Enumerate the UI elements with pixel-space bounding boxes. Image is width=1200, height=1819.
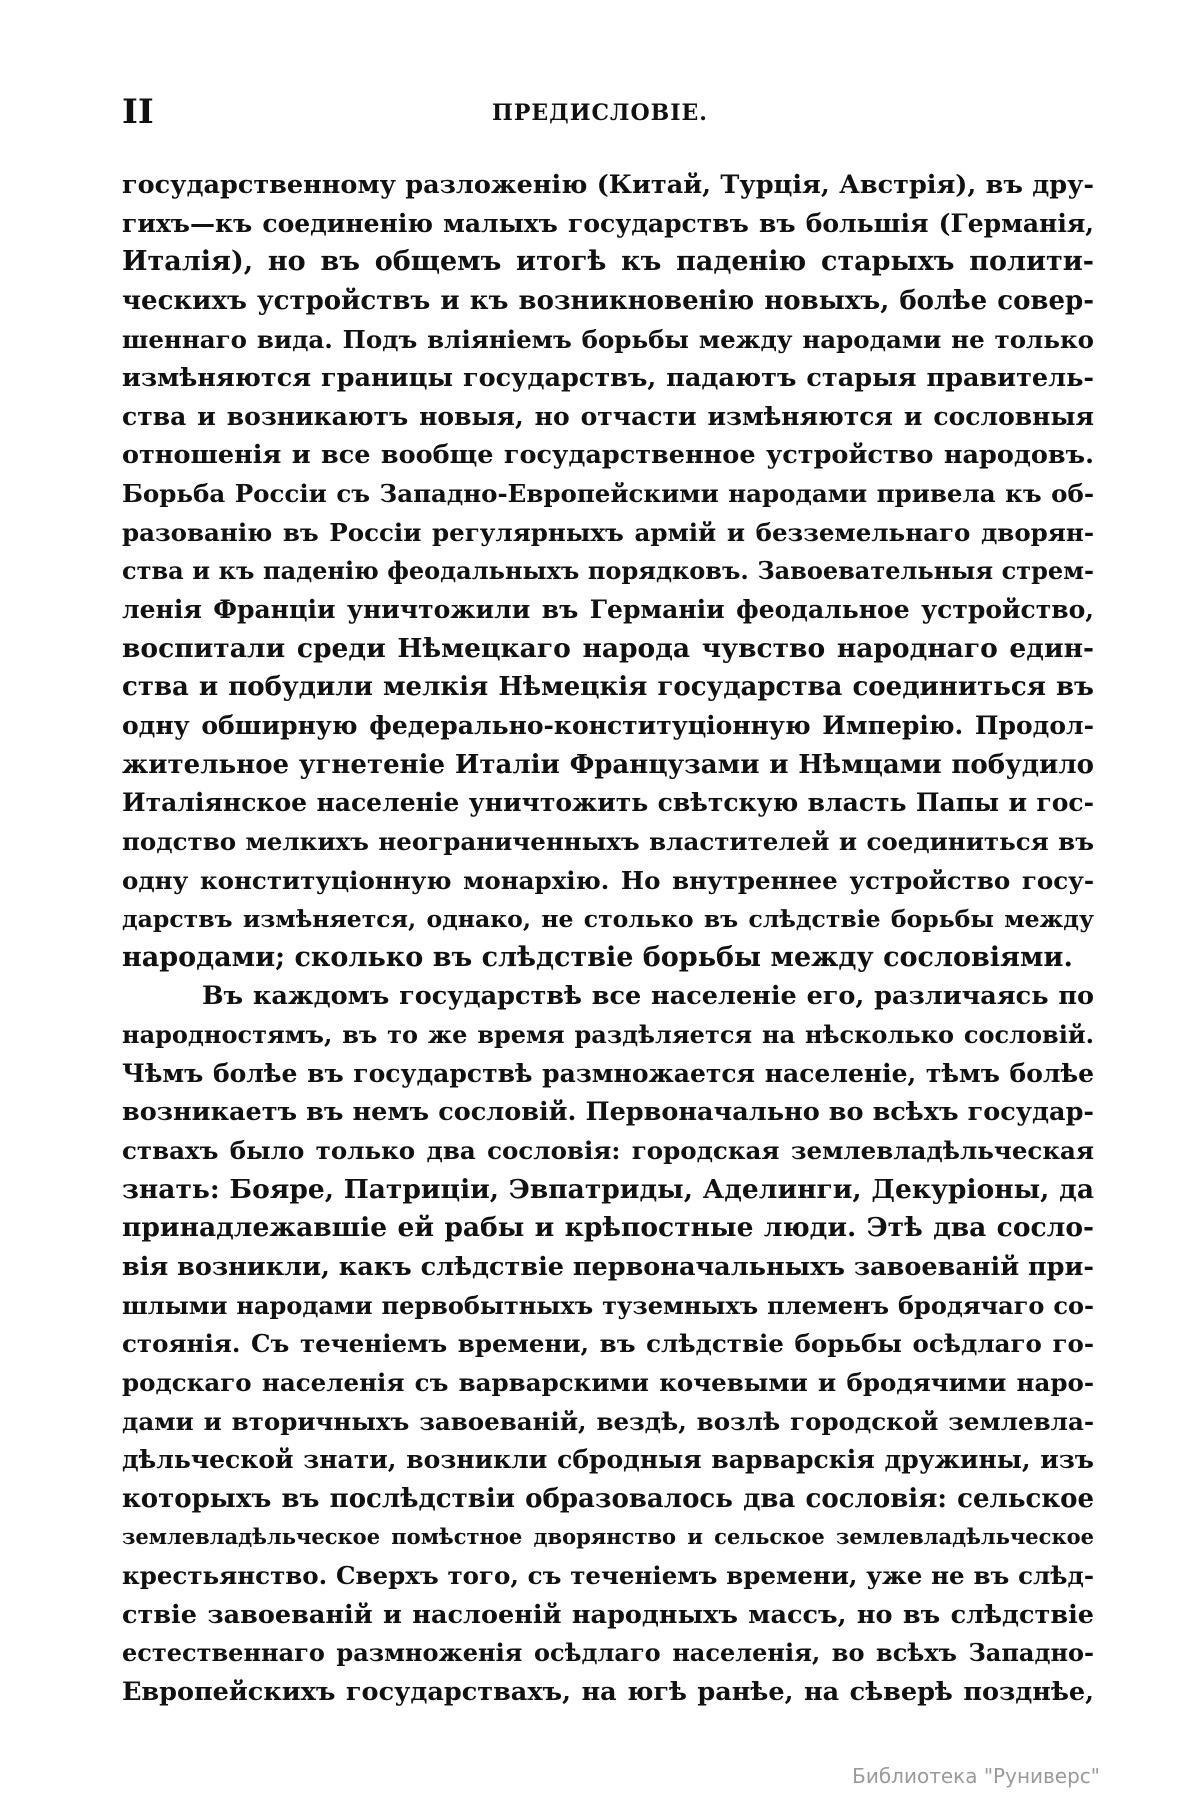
text-line: народами; сколько въ слѣдствіе борьбы между сословіями. bbox=[122, 941, 1073, 973]
text-line: отношенія и все вообще государственное устройство народовъ. bbox=[122, 440, 1094, 471]
text-line: шеннаго вида. Подъ вліяніемъ борьбы между народами не только bbox=[122, 324, 1094, 354]
text-line: Въ каждомъ государствѣ все населеніе его, различаясь по bbox=[202, 981, 1094, 1012]
text-line: стоянія. Съ теченіемъ времени, въ слѣдствіе борьбы осѣдлаго го- bbox=[122, 1329, 1094, 1359]
text-line: Италіянское населеніе уничтожить свѣтскую власть Папы и гос- bbox=[122, 788, 1094, 818]
paragraph bbox=[122, 166, 1094, 977]
text-line: разованію въ Россіи регулярныхъ армій и безземельнаго дворян- bbox=[122, 517, 1094, 547]
body-text bbox=[122, 166, 1094, 1712]
text-line: жительное угнетеніе Италіи Французами и Нѣмцами побудило bbox=[122, 749, 1094, 780]
text-line: ствіе завоеваній и наслоеній народныхъ массъ, но въ слѣдствіе bbox=[122, 1599, 1094, 1630]
text-line: измѣняются границы государствъ, падаютъ старыя правитель- bbox=[122, 363, 1094, 394]
text-line: одну конституціонную монархію. Но внутреннее устройство госу- bbox=[122, 865, 1094, 895]
text-line: естественнаго размноженія осѣдлаго населенія, во всѣхъ Западно- bbox=[122, 1638, 1094, 1668]
text-line: ства и возникаютъ новыя, но отчасти измѣняются и сословныя bbox=[122, 401, 1094, 431]
text-line: дами и вторичныхъ завоеваній, вездѣ, возлѣ городской землевла- bbox=[122, 1406, 1094, 1436]
text-line: ства и побудили мелкія Нѣмецкія государства соединиться въ bbox=[122, 672, 1094, 703]
text-line: дѣльческой знати, возникли сбродныя варварскія дружины, изъ bbox=[122, 1445, 1094, 1475]
running-title: ПРЕДИСЛОВІЕ. bbox=[492, 100, 708, 126]
text-line: Европейскихъ государствахъ, на югѣ ранѣе, на сѣверѣ позднѣе, bbox=[122, 1676, 1094, 1707]
text-line: подство мелкихъ неограниченныхъ властителей и соединиться въ bbox=[122, 826, 1094, 856]
text-line: воспитали среди Нѣмецкаго народа чувство народнаго един- bbox=[122, 632, 1094, 664]
text-line: ленія Франціи уничтожили въ Германіи феодальное устройство, bbox=[122, 595, 1094, 625]
text-line: вія возникли, какъ слѣдствіе первоначальныхъ завоеваній при- bbox=[122, 1251, 1094, 1282]
text-line: шлыми народами первобытныхъ туземныхъ племенъ бродячаго со- bbox=[122, 1290, 1094, 1320]
text-line: Чѣмъ болѣе въ государствѣ размножается населеніе, тѣмъ болѣе bbox=[122, 1058, 1094, 1088]
text-line: ства и къ паденію феодальныхъ порядковъ. Завоевательныя стрем- bbox=[122, 556, 1094, 586]
text-line: Борьба Россіи съ Западно-Европейскими народами привела къ об- bbox=[122, 479, 1094, 509]
text-line: Италія), но въ общемъ итогѣ къ паденію старыхъ полити- bbox=[122, 246, 1094, 278]
text-line: одну обширную федерально-конституціонную Имперію. Продол- bbox=[122, 710, 1094, 740]
text-line: которыхъ въ послѣдствіи образовалось два сословія: сельское bbox=[122, 1483, 1094, 1514]
library-watermark: Библиотека "Руниверс" bbox=[852, 1764, 1100, 1788]
text-line: крестьянство. Сверхъ того, съ теченіемъ времени, уже не въ слѣд- bbox=[122, 1561, 1094, 1591]
page-number: II bbox=[122, 92, 154, 132]
text-line: землевладѣльческое помѣстное дворянство и сельское землевладѣльческое bbox=[122, 1524, 1094, 1550]
text-line: ческихъ устройствъ и къ возникновенію новыхъ, болѣе совер- bbox=[122, 285, 1094, 316]
text-line: ствахъ было только два сословія: городская землевладѣльческая bbox=[122, 1136, 1094, 1166]
text-line: дарствъ измѣняется, однако, не столько въ слѣдствіе борьбы между bbox=[122, 905, 1094, 934]
text-line: возникаетъ въ немъ сословій. Первоначально во всѣхъ государ- bbox=[122, 1097, 1094, 1128]
text-line: принадлежавшіе ей рабы и крѣпостные люди. Этѣ два сосло- bbox=[122, 1212, 1094, 1244]
text-line: гихъ—къ соединенію малыхъ государствъ въ большія (Германія, bbox=[122, 208, 1094, 238]
page-header bbox=[0, 92, 1200, 132]
paragraph bbox=[122, 977, 1094, 1711]
text-line: знать: Бояре, Патриціи, Эвпатриды, Аделинги, Декуріоны, да bbox=[122, 1173, 1094, 1205]
text-line: родскаго населенія съ варварскими кочевыми и бродячими наро- bbox=[122, 1367, 1094, 1397]
text-line: государственному разложенію (Китай, Турція, Австрія), въ дру- bbox=[122, 170, 1094, 200]
text-line: народностямъ, въ то же время раздѣляется на нѣсколько сословій. bbox=[122, 1020, 1094, 1050]
